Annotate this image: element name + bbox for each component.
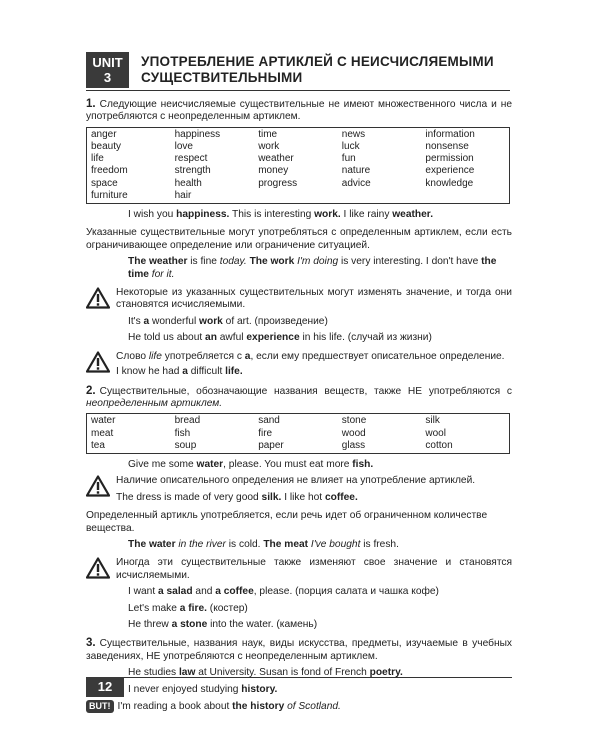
text-run: silk. <box>261 491 282 503</box>
text-run: work <box>199 315 223 327</box>
text-run: I'm reading a book about <box>117 701 233 713</box>
text-run: awful <box>216 332 247 344</box>
text-run: I know he had <box>116 366 183 378</box>
table-cell: wood <box>341 427 366 439</box>
header-divider <box>86 90 510 91</box>
table-cell: weather <box>258 153 294 165</box>
text-run: I like hot <box>281 491 325 503</box>
warning-4-example-1 <box>86 586 512 598</box>
text-run: The water <box>128 538 176 550</box>
section-3-number: 3. <box>86 637 96 650</box>
page-title <box>141 52 494 86</box>
unit-badge <box>86 52 129 88</box>
text-run: I want <box>128 586 159 598</box>
table-cell: life <box>91 153 104 165</box>
text-run: a fire. <box>179 602 207 614</box>
table-cell: space <box>91 177 118 189</box>
text-run: The work <box>246 256 295 268</box>
text-run: I never enjoyed studying <box>128 683 242 695</box>
table-cell: permission <box>425 153 474 165</box>
warning-1-example-1 <box>86 316 512 328</box>
quantity-example <box>86 539 512 551</box>
text-run: Существительные, названия наук, виды искусства, предметы, изучаемые в учебных заведениях, НЕ употребляются с неопределенным артиклем. <box>86 638 512 662</box>
text-run: and <box>192 586 216 598</box>
warning-4-example-2 <box>86 603 512 615</box>
uncountable-nouns-table <box>86 127 510 204</box>
table-cell: fish <box>174 427 191 439</box>
text-run: life. <box>225 366 243 378</box>
text-run: The weather <box>128 256 188 268</box>
but-note <box>86 700 512 713</box>
table-cell: happiness <box>174 128 221 140</box>
text-run: the history <box>232 701 285 713</box>
text-run: water <box>196 458 224 470</box>
table-cell: luck <box>341 141 360 153</box>
section-2-intro <box>86 385 512 411</box>
table-cell: time <box>258 128 278 140</box>
text-run: is fresh. <box>360 538 399 550</box>
page-number: 12 <box>86 677 124 697</box>
text-run: I wish you <box>128 209 177 221</box>
warning-4-example-3 <box>86 619 512 631</box>
table-cell: beauty <box>91 141 122 153</box>
text-run: a <box>182 366 188 378</box>
table-cell: fun <box>341 153 356 165</box>
text-run: It's <box>128 315 144 327</box>
text-run: Let's make <box>128 602 180 614</box>
table-cell: soup <box>174 439 197 451</box>
section-2-number: 2. <box>86 384 96 397</box>
text-run: I've bought <box>308 538 361 550</box>
text-run: in the river <box>175 538 226 550</box>
table-cell: freedom <box>91 165 128 177</box>
text-run: is very interesting. I don't have <box>338 256 482 268</box>
section-3-intro <box>86 637 512 663</box>
warning-1-example-2 <box>86 332 512 344</box>
substance-nouns-table <box>86 413 510 454</box>
section-1-example <box>86 209 512 221</box>
table-cell: cotton <box>425 439 453 451</box>
title-line-1: УПОТРЕБЛЕНИЕ АРТИКЛЕЙ С НЕИСЧИСЛЯЕМЫМИ <box>141 54 494 69</box>
text-run: wonderful <box>149 315 200 327</box>
warning-note-1 <box>86 287 512 312</box>
table-cell: health <box>174 177 202 189</box>
footer-divider <box>86 677 512 678</box>
table-cell: respect <box>174 153 208 165</box>
text-run: in his life. (случай из жизни) <box>299 332 432 344</box>
warning-4-text: Иногда эти существительные также изменяют свое значение и становятся исчисляемыми. <box>116 557 512 581</box>
definite-article-example <box>86 256 512 281</box>
section-1-number: 1. <box>86 98 96 110</box>
table-cell: wool <box>425 427 446 439</box>
table-cell: glass <box>341 439 366 451</box>
text-run: неопределенным артиклем. <box>86 397 223 409</box>
text-run: a salad <box>158 586 193 598</box>
text-run: of Scotland. <box>284 701 341 713</box>
warning-note-4 <box>86 557 512 582</box>
but-badge: BUT! <box>86 700 114 713</box>
text-run: Give me some <box>128 458 197 470</box>
table-cell: work <box>258 141 280 153</box>
table-cell: information <box>425 128 475 140</box>
text-run: употребляется с <box>161 350 245 362</box>
table-cell: tea <box>91 439 105 451</box>
table-cell: paper <box>258 439 284 451</box>
text-run: poetry. <box>369 667 403 679</box>
table-cell: progress <box>258 177 298 189</box>
text-run: law <box>178 667 196 679</box>
warning-icon <box>86 475 110 497</box>
text-run: The dress is made of very good <box>116 491 262 503</box>
section-1-text: Следующие неисчисляемые существительные не имеют множественного числа и не употребляются с неопределенным артиклем. <box>86 99 512 123</box>
text-run: a coffee <box>215 586 254 598</box>
table-cell: money <box>258 165 289 177</box>
table-cell: silk <box>425 415 440 427</box>
table-cell: knowledge <box>425 177 474 189</box>
warning-icon <box>86 557 110 579</box>
table-cell: fire <box>258 427 273 439</box>
table-cell: news <box>341 128 366 140</box>
warning-icon <box>86 287 110 309</box>
text-run: is cold. <box>225 538 264 550</box>
text-run: of art. (произведение) <box>222 315 328 327</box>
text-run: an <box>205 332 217 344</box>
text-run: I like rainy <box>340 209 393 221</box>
text-run: for it. <box>148 268 175 280</box>
text-run: fish. <box>352 458 374 470</box>
table-cell: nature <box>341 165 371 177</box>
warning-note-2 <box>86 351 512 379</box>
table-cell: stone <box>341 415 367 427</box>
text-run: today. <box>219 256 247 268</box>
text-run: is fine <box>187 256 220 268</box>
table-cell: love <box>174 141 193 153</box>
table-cell: experience <box>425 165 475 177</box>
text-run: He studies <box>128 667 179 679</box>
warning-2-text <box>116 351 512 363</box>
text-run: into the water. (камень) <box>207 618 318 630</box>
warning-3-example <box>116 492 512 504</box>
unit-header <box>86 52 494 88</box>
table-cell: meat <box>91 427 114 439</box>
warning-icon <box>86 351 110 373</box>
table-cell: hair <box>174 189 192 201</box>
table-cell <box>340 190 424 202</box>
text-run: difficult <box>187 366 226 378</box>
page-content <box>86 98 512 713</box>
text-run: at University. Susan is fond of French <box>195 667 370 679</box>
text-run: (костер) <box>206 602 248 614</box>
text-run: Существительные, обозначающие названия веществ, также НЕ употребляются с <box>99 385 512 397</box>
text-run: He threw <box>128 618 172 630</box>
text-run: happiness. <box>176 209 230 221</box>
text-run: life <box>148 350 162 362</box>
table-cell: nonsense <box>425 141 469 153</box>
table-cell <box>423 190 507 202</box>
text-run: , please. You must eat more <box>223 458 353 470</box>
warning-3-text: Наличие описательного определения не влияет на употребление артиклей. <box>116 475 476 487</box>
section-3-example-2 <box>86 684 512 696</box>
table-cell: anger <box>91 128 117 140</box>
table-cell: furniture <box>91 189 128 201</box>
table-cell: advice <box>341 177 371 189</box>
text-run: This is interesting <box>229 209 315 221</box>
table-cell: water <box>91 415 116 427</box>
text-run: Слово <box>116 350 149 362</box>
text-run: , если ему предшествует описательное определение. <box>250 350 505 362</box>
table-cell <box>256 190 340 202</box>
text-run: coffee. <box>324 491 358 503</box>
unit-number: 3 <box>103 70 112 85</box>
text-run: work. <box>314 209 341 221</box>
text-run: The meat <box>263 538 309 550</box>
definite-article-rule: Указанные существительные могут употребляться с определенным артиклем, если есть ограничивающее определение или ограничение ситуацией. <box>86 227 512 251</box>
table-cell: strength <box>174 165 211 177</box>
text-run: experience <box>246 332 300 344</box>
text-run: the time <box>128 256 497 280</box>
warning-note-3 <box>86 475 512 504</box>
text-run: a <box>143 315 150 327</box>
title-line-2: СУЩЕСТВИТЕЛЬНЫМИ <box>141 70 303 85</box>
table-cell: bread <box>174 415 201 427</box>
text-run: a <box>244 350 251 362</box>
text-run: He told us about <box>128 332 206 344</box>
text-run: history. <box>241 683 278 695</box>
quantity-rule: Определенный артикль употребляется, если речь идет об ограниченном количестве вещества. <box>86 510 488 534</box>
text-run: , please. (порция салата и чашка кофе) <box>253 586 439 598</box>
text-run: I'm doing <box>294 256 339 268</box>
warning-1-text: Некоторые из указанных существительных могут изменять значение, и тогда они становятся исчисляемыми. <box>116 287 512 311</box>
unit-word: UNIT <box>92 55 123 70</box>
section-1-intro <box>86 98 512 124</box>
table-cell: sand <box>258 415 280 427</box>
section-2-example <box>86 459 512 471</box>
text-run: a stone <box>171 618 208 630</box>
text-run: weather. <box>392 209 434 221</box>
warning-2-example <box>116 366 512 378</box>
